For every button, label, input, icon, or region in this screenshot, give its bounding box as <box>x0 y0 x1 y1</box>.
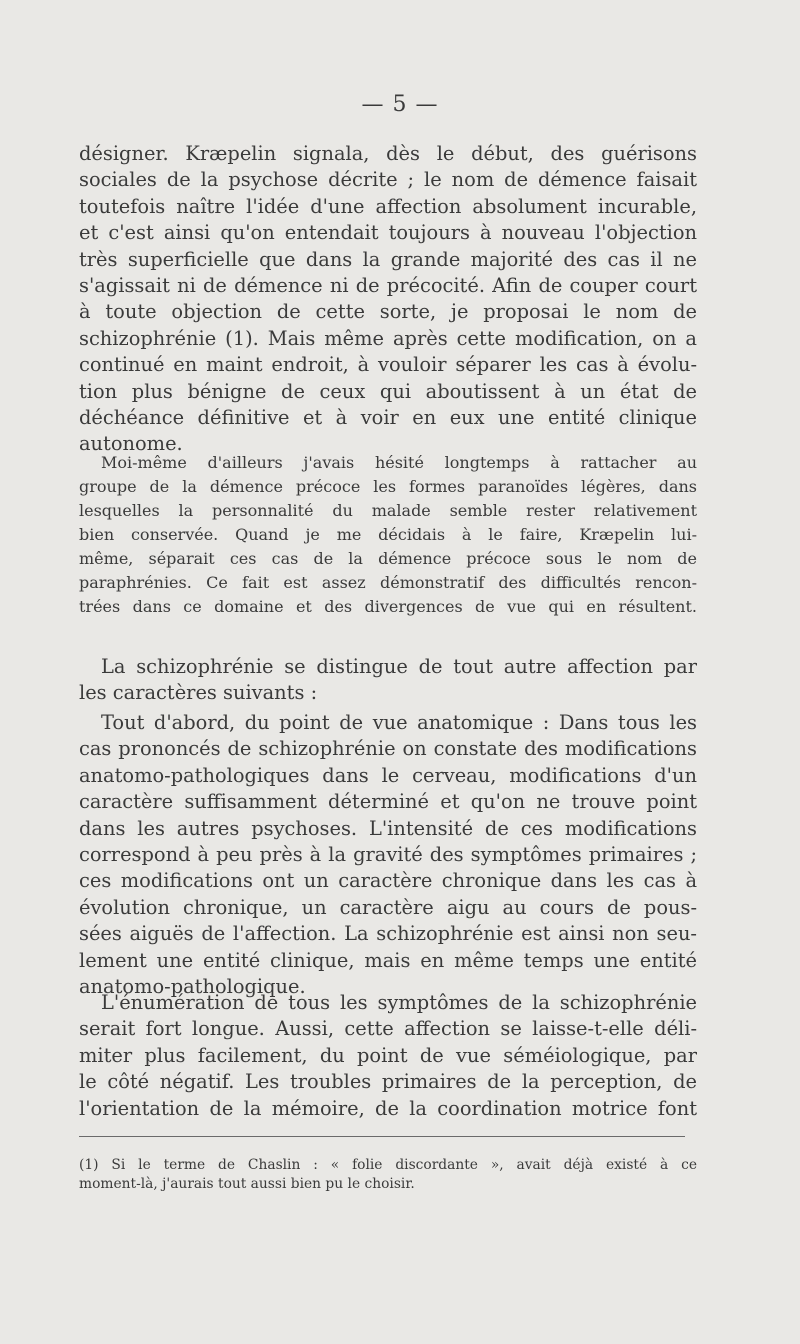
text-line: toutefois naître l'idée d'une affection absolument incurable, <box>79 194 697 218</box>
text-line: évolution chronique, un caractère aigu au cours de pous- <box>79 895 697 919</box>
text-line: les caractères suivants : <box>79 681 318 705</box>
text-line: l'orientation de la mémoire, de la coordination motrice font <box>79 1096 697 1120</box>
text-line: anatomo-pathologique. <box>79 974 306 998</box>
text-line: sociales de la psychose décrite ; le nom de démence faisait <box>79 168 697 192</box>
text-line: et c'est ainsi qu'on entendait toujours à nouveau l'objection <box>79 221 697 245</box>
text-line: Tout d'abord, du point de vue anatomique : Dans tous les <box>101 711 697 734</box>
text-line: déchéance définitive et à voir en eux une entité clinique <box>79 405 697 429</box>
footnote-separator <box>79 1136 685 1137</box>
text-line: désigner. Kræpelin signala, dès le début, des guérisons <box>79 142 697 165</box>
text-line: L'énumération de tous les symptômes de la schizophrénie <box>101 991 697 1014</box>
footnote-line: (1) Si le terme de Chaslin : « folie discordante », avait déjà existé à ce <box>79 1157 697 1173</box>
text-line: schizophrénie (1). Mais même après cette modification, on a <box>79 326 697 350</box>
text-line: serait fort longue. Aussi, cette affection se laisse-t-elle déli- <box>79 1017 697 1041</box>
text-line: caractère suffisamment déterminé et qu'on ne trouve point <box>79 790 697 814</box>
text-line: miter plus facilement, du point de vue séméiologique, par <box>79 1043 697 1067</box>
text-line: cas prononcés de schizophrénie on constate des modifications <box>79 737 697 761</box>
text-line: même, séparait ces cas de la démence précoce sous le nom de <box>79 549 697 568</box>
paragraph-2-small <box>79 451 697 619</box>
paragraph-4 <box>79 710 697 1000</box>
text-line: groupe de la démence précoce les formes paranoïdes légères, dans <box>79 477 697 496</box>
text-line: autonome. <box>79 432 183 456</box>
text-line: le côté négatif. Les troubles primaires de la perception, de <box>79 1070 697 1094</box>
page-number: — 5 — <box>361 92 439 117</box>
text-line: paraphrénies. Ce fait est assez démonstratif des difficultés rencon- <box>79 573 697 592</box>
text-line: très superficielle que dans la grande majorité des cas il ne <box>79 247 697 271</box>
text-line: trées dans ce domaine et des divergences de vue qui en résultent. <box>79 597 697 616</box>
text-line: anatomo-pathologiques dans le cerveau, modifications d'un <box>79 763 697 787</box>
text-line: tion plus bénigne de ceux qui aboutissent à un état de <box>79 379 697 403</box>
text-line: ces modifications ont un caractère chronique dans les cas à <box>79 869 697 893</box>
text-line: correspond à peu près à la gravité des symptômes primaires ; <box>79 842 697 866</box>
text-line: s'agissait ni de démence ni de précocité. Afin de couper court <box>79 273 697 297</box>
text-line: lesquelles la personnalité du malade semble rester relativement <box>79 501 697 520</box>
text-line: bien conservée. Quand je me décidais à le faire, Kræpelin lui- <box>79 525 697 544</box>
text-line: lement une entité clinique, mais en même temps une entité <box>79 948 697 972</box>
paragraph-1 <box>79 141 697 458</box>
text-line: La schizophrénie se distingue de tout autre affection par <box>101 655 697 678</box>
paragraph-3 <box>79 654 697 707</box>
footnote <box>79 1156 697 1193</box>
text-line: à toute objection de cette sorte, je proposai le nom de <box>79 300 697 324</box>
text-line: dans les autres psychoses. L'intensité de ces modifications <box>79 816 697 840</box>
text-line: sées aiguës de l'affection. La schizophrénie est ainsi non seu- <box>79 922 697 946</box>
paragraph-5 <box>79 990 697 1122</box>
footnote-line: moment-là, j'aurais tout aussi bien pu le choisir. <box>79 1175 415 1192</box>
text-line: continué en maint endroit, à vouloir séparer les cas à évolu- <box>79 353 697 377</box>
text-line: Moi-même d'ailleurs j'avais hésité longtemps à rattacher au <box>101 453 697 472</box>
